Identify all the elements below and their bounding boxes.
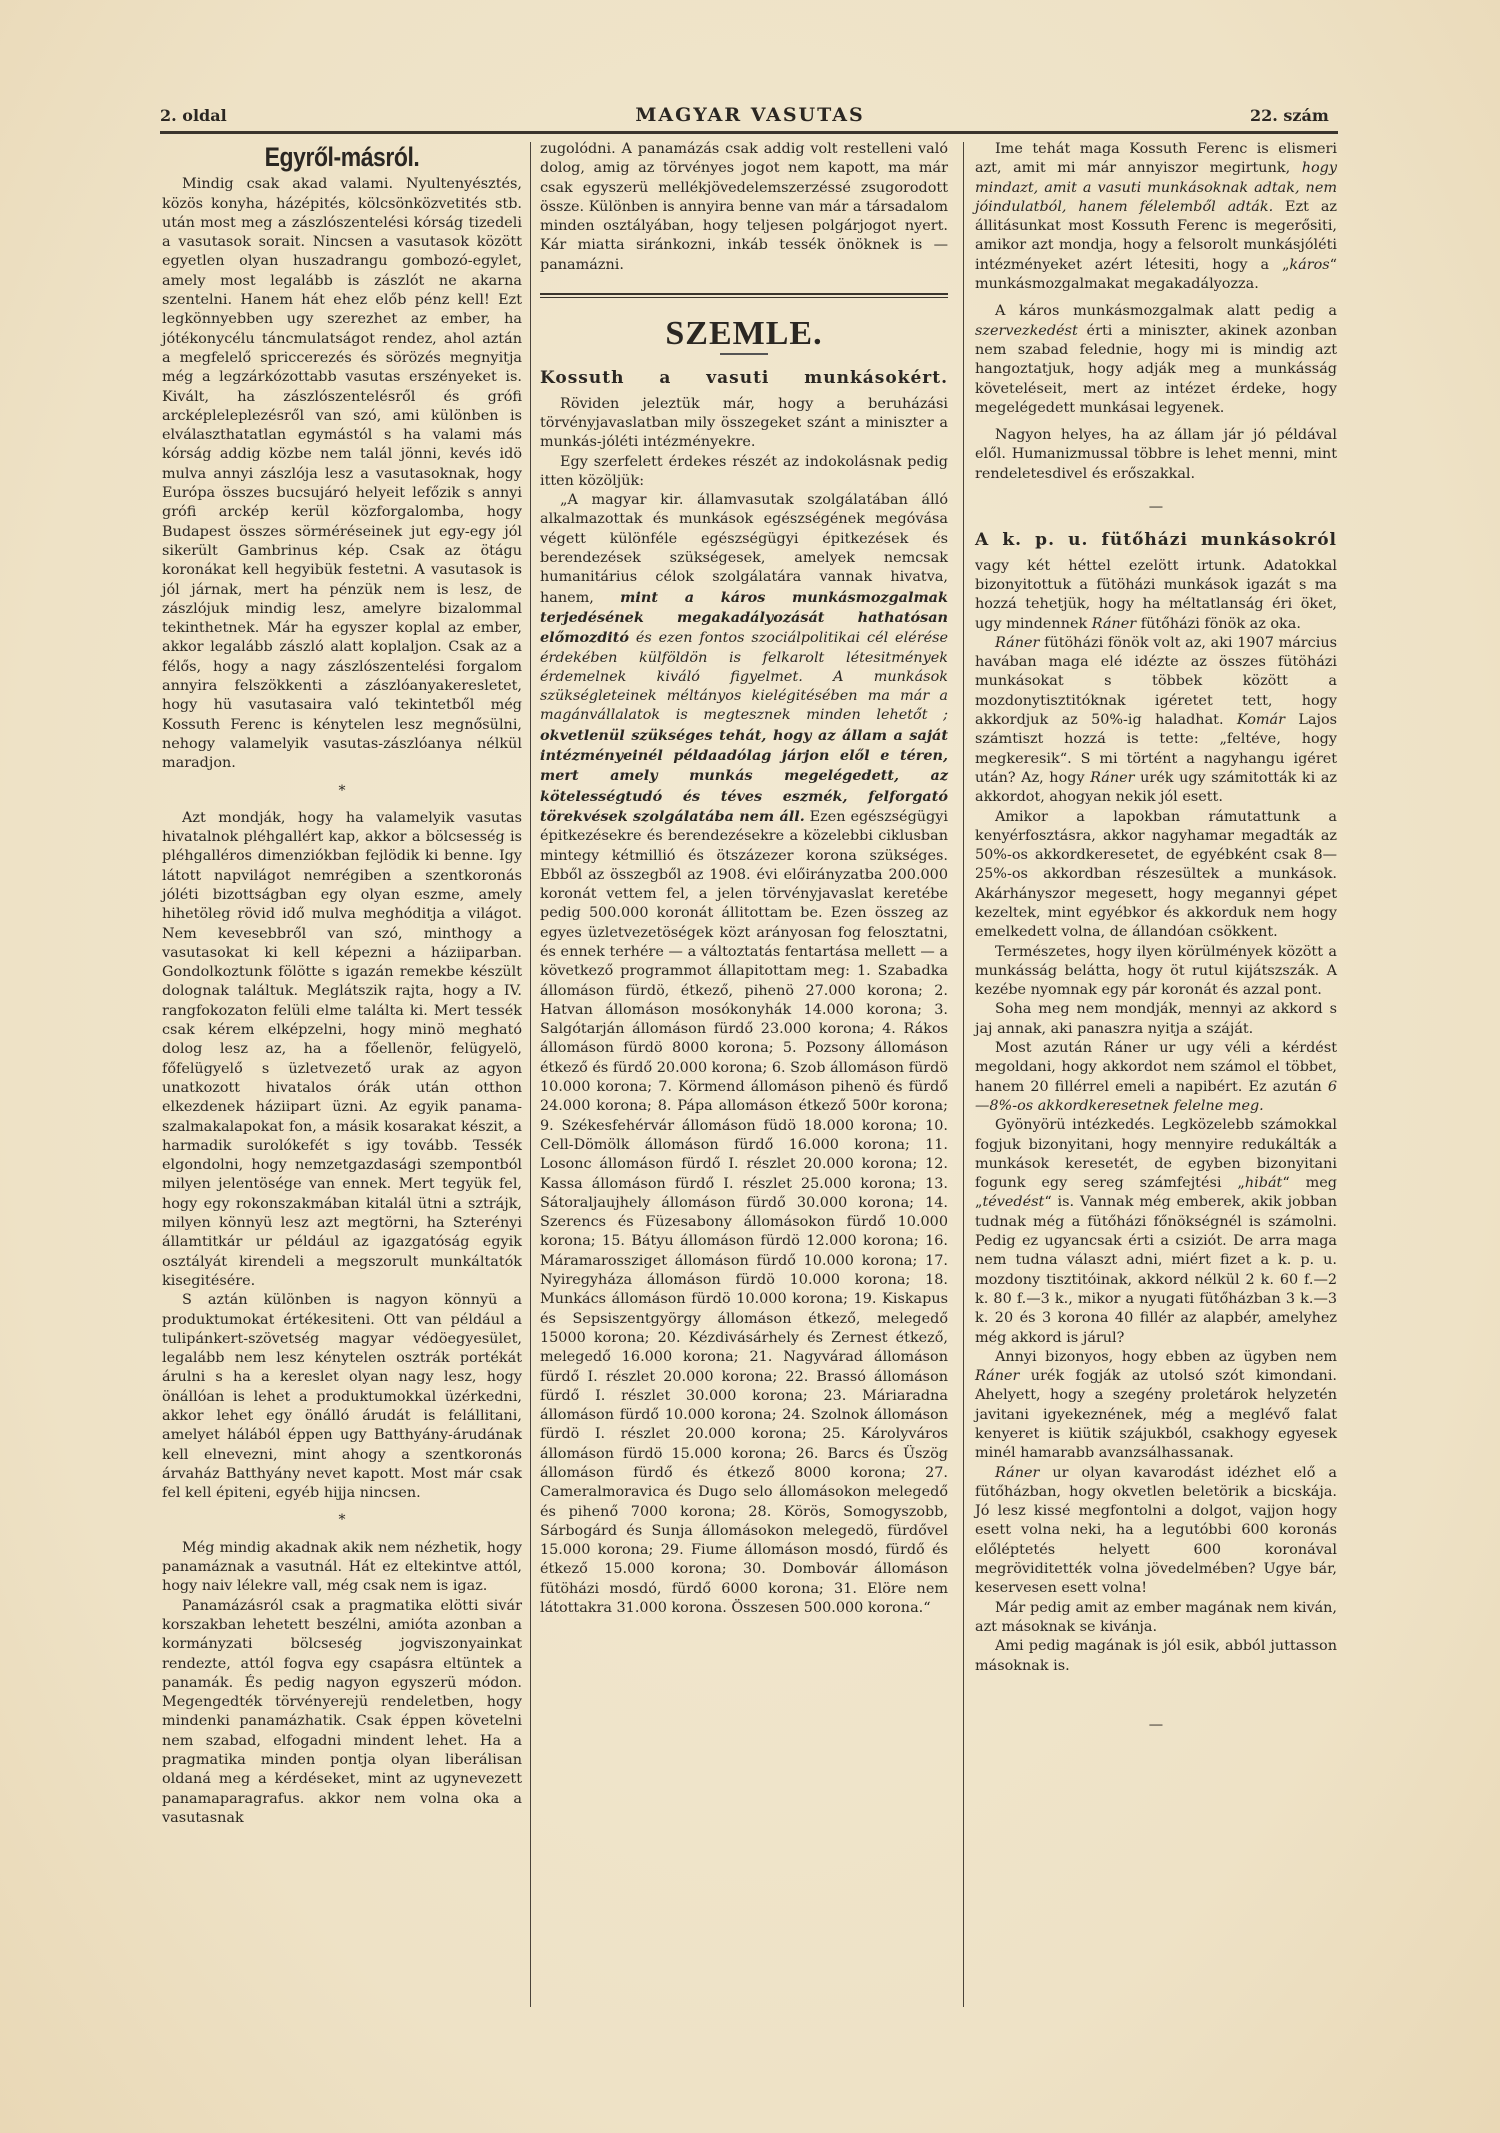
section-asterisk: * [338, 782, 346, 799]
paragraph [975, 1039, 1337, 1116]
header-rule [160, 131, 1338, 134]
column-1 [162, 140, 522, 1828]
paragraph: Azt mondják, hogy ha valamelyik vasutas hivatalnok pléhgallért kap, akkor a bölcsesség is pléhgalléros dimenziókban fejlödik ki benne. Igy látott napvilágot nemrégiben a szentkoronás jóléti bizottságban egy olyan eszme, amely hihetöleg rövid idő mulva meghóditja a világot. Nem kevesebbről van szó, minthogy a vasutasokat ki kell képezni a háziiparban. Gondolkoztunk fölötte s igazán remekbe készült dolognak találtuk. Meglátszik rajta, hogy a IV. rangfokozaton felüli elme találta ki. Mert tessék csak kérem elképzelni, hogy minö megható dolog lesz az, ha a főellenör, felügyelö, főfelügyelő s üzletvezető urak az agyon unatkozott hivatalos órák után otthon elkezdenek háziipart üzni. Az egyik panama-szalmakalapokat fon, a másik kosarakat készit, a harmadik surolókefét s igy tovább. Tessék elgondolni, hogy nemzetgazdasági szempontból milyen jelentösége van ennek. Mert tegyük fel, hogy egy rokonszakmában kitalál ütni a sztrájk, milyen könnyü lesz azt megtörni, ha Szterényi államtitkár ur például az igazgatóság egyik osztályát kirendeli a megszorult munkáltatók kisegitésére. [162, 809, 522, 1289]
paragraph: Még mindig akadnak akik nem nézhetik, hogy panamáznak a vasutnál. Hát ez eltekintve attól, hogy naiv lélekre vall, még csak nem is igaz. [162, 1539, 522, 1595]
section-title: SZEMLE. [665, 315, 823, 353]
text-segment: fütöházi fönök volt az, aki 1907 március havában maga elé idézte az összes fütöházi munkásokat s többek között a mozdonytisztitóknak igéretet tett, hogy akkordjuk az 50%-ig haladhat. [975, 634, 1337, 729]
paragraph [975, 1637, 1337, 1676]
paragraph [975, 302, 1337, 418]
text-segment: A káros munkásmozgalmak alatt pedig a [995, 303, 1337, 320]
text-segment: Már pedig amit az ember magának nem kiván, azt másoknak se kivánja. [975, 1599, 1337, 1635]
paragraph [975, 426, 1337, 484]
emphasized-text: mint a káros munkásmozgalmak terjedésének megakadályozását hathatósan előmozditó [540, 588, 948, 647]
column-3 [975, 140, 1337, 1749]
page-number: 2. oldal [160, 106, 227, 125]
text-segment: “ is. Vannak még emberek, akik jobban tudnak még a fütőházi főnökségnél is számolni. Pedig ez ugyancsak érti a csiziót. De arra maga nem tudna választ adni, miért fizet a k. p. u. mozdony tisztitóinak, akkord nélkül 2 k. 60 f.—2 k. 80 f.—3 k., mikor a nyugati fütőházban 3 k.—3 k. 20 és 3 korona 40 fillér az alapbér, amelyhez még akkord is járul? [975, 1194, 1337, 1346]
paragraph [975, 1116, 1337, 1348]
text-segment: Annyi bizonyos, hogy ebben az ügyben nem [995, 1348, 1337, 1365]
emphasized-text: hogy mindazt, amit a vasuti munkásoknak adtak, nem jóindulatból, hanem félelemből adták. [975, 160, 1337, 215]
paragraph [975, 808, 1337, 943]
paragraph: S aztán különben is nagyon könnyü a produktumokat értékesiteni. Ott van például a tulipánkert-szövetség magyar védöegyesület, legalább nem lesz kénytelen osztrák portékát árulni s ha a kereslet olyan nagy lesz, hogy önállóan is lehet a produktumokkal üzérkedni, akkor lehet egy önálló árudát is felállitani, amelyet hálából éppen ugy Batthyány-árudának kell elnevezni, mint ahogy a szentkoronás árvaház Batthyány nevet kapott. Most már csak fel kell épiteni, egyéb hijja nincsen. [162, 1292, 522, 1502]
text-segment: Amikor a lapokban rámutattunk a kenyérfosztásra, akkor nagyhamar megadták az 50%-os akkordkeresetet, de egyébként csak 8—25%-os akkordban részesültek a munkások. Akárhányszor megesett, hogy megannyi gépet kezeltek, mint egyébkor és akkorduk nem hogy emelkedett volna, de állandóan csökkent. [975, 808, 1337, 941]
column-divider [530, 142, 531, 2007]
paragraph [975, 1599, 1337, 1638]
paragraph [975, 140, 1337, 294]
text-segment: “ meg „ [975, 1175, 1337, 1211]
text-segment: urék fogják az utolsó szót kimondani. Ahelyett, hogy a szegény proletárok helyzetén javitani igyekeznének, még a meglévő falat kenyeret is kiütik szájukból, csakhogy egyesek minél hamarabb avanzsálhassanak. [975, 1368, 1337, 1462]
paragraph: Mindig csak akad valami. Nyultenyésztés, közös konyha, házépités, kölcsönközvetités stb. után most meg a zászlószentelési kórság tizedeli a vasutasok sorait. Nincsen a vasutasok között egyetlen olyan huszadrangu gombozó-egylet, amely most legalább is zászlót ne akarna szentelni. Hanem hát ehez előb pénz kell! Ezt legkönnyebben ugy szerezhet az ember, ha jótékonycélu táncmulatságot rendez, ahol aztán a megfelelő spriccerezés és sörözés megnyitja még a legzárkózottabb vasutas erszényeket is. Kivált, ha zászlószentelésről és grófi arcképleleplezésről van szó, ami különben is elválaszthatatlan egymástól s ha valami más kórság addig közbe nem talál jönni, kevés idö mulva annyi zászlója lesz a vasutasoknak, hogy Európa összes bucsujáró helyeit lefőzik s annyi grófi arckép kerül közforgalomba, hogy Budapest összes sörméréseinek jut egy-egy jól sikerült Gambrinus kép. Csak az ötágu koronákat kell hegyibük festetni. A vasutasok is jól járnak, mert ha pénzük nem is lesz, de zászlójuk mindig lesz, amelyre bizalommal tekinthetnek. Már ha egyszer koplal az ember, akkor legalább zászló alatt koplaljon. Csak az a félős, hogy a nagy zászlószentelési forgalom annyira felszökkenti a zászlóanyakeresletet, hogy hü vasutasaira való tekintetből még Kossuth Ferenc is kénytelen lesz megnősülni, nehogy valamelyik vasutas-zászlóanya nélkül maradjon. [162, 176, 522, 772]
emphasized-text: Komár [1236, 712, 1285, 729]
text-segment: Ezen egészségügyi épitkezésekre és berendezésekre a közelebbi ciklusban mintegy kétmillió és ötszázezer korona szükséges. Ebből az összegből az 1908. évi előirányzatba 200.000 koronát vettem fel, a jelen törvényjavaslat keretébe pedig 500.000 koronát állitottam be. Ezen összeg az egyes üzletvezetöségek közt arányosan fog felosztatni, és ennek terhére — a változtatás fentartása mellett — a következő programmot állapitottam meg: 1. Szabadka állomáson fürdö, étkező, pihenö 27.000 korona; 2. Hatvan állomáson mosókonyhák 14.000 korona; 3. Salgótarján állomáson fürdő 23.000 korona; 4. Rákos állomáson fürdö 8000 korona; 5. Pozsony állomáson étkező és fürdő 20.000 korona; 6. Szob állomáson fürdö 10.000 korona; 7. Körmend állomáson pihenö és fürdő 24.000 korona; 8. Pápa allomáson étkező 500r korona; 9. Székesfehérvár állomáson füdö 18.000 korona; 10. Cell-Dömölk állomáson fürdő 16.000 korona; 11. Losonc állomáson fürdő I. részlet 20.000 korona; 12. Kassa állomáson fürdő I. részlet 25.000 korona; 13. Sátoraljaujhely állomáson fürdő 30.000 korona; 14. Szerencs és Füzesabony állomásokon fürdő 10.000 korona; 15. Bátyu állomáson fürdö 12.000 korona; 16. Máramarossziget állomáson fürdő 10.000 korona; 17. Nyiregyháza állomáson fürdö 10.000 korona; 18. Munkács állomáson fürdö 10.000 korona; 19. Kiskapus és Sepsiszentgyörgy állomáson étkező, melegedő 15000 korona; 20. Kézdivásárhely és Zernest étkező, melegedő 16.000 korona; 21. Nagyvárad állomáson fürdő I. részlet 20.000 korona; 22. Brassó állomáson fürdő I. részlet 30.000 korona; 23. Máriaradna állomáson fürdő 10.000 korona; 24. Szolnok állomáson fürdö I. részlet 20.000 korona; 25. Károlyváros állomáson fürdö 15.000 korona; 26. Barcs és Üszög állomáson fürdő és étkező 8000 korona; 27. Cameralmoravica és Dugo selo állomásokon melegedő és pihenő 7000 korona; 28. Körös, Somogyszobb, Sárbogárd és Sunja állomásokon melegedö, fürdővel 15.000 korona; 29. Fiume állomáson mosdó, fürdő és étkező 15.000 korona; 30. Dombovár állomáson fütöházi mosdó, fürdő 6000 korona; 31. Elöre nem látottakra 31.000 korona. Összesen 500.000 korona.“ [540, 808, 948, 1617]
short-rule [720, 353, 768, 355]
emphasized-text: 6—8%-os akkordkeresetnek felelne meg. [975, 1078, 1337, 1114]
emphasized-text: szervezkedést [975, 322, 1078, 339]
emphasized-text: hibát [1244, 1175, 1283, 1192]
paragraph [975, 557, 1337, 634]
text-segment: Soha meg nem mondják, mennyi az akkord s jaj annak, aki panaszra nyitja a száját. [975, 1001, 1337, 1037]
text-segment: vagy két héttel ezelött irtunk. Adatokkal bizonyitottuk a fütöházi munkások igazát s ma hozzá tehetjük, hogy ha méltatlanság éri öket, ugy mindennek [975, 557, 1337, 632]
emphasized-text: Ráner [1091, 615, 1137, 632]
separator-dash: — [1148, 499, 1164, 516]
text-segment: Ime tehát maga Kossuth Ferenc is elismeri azt, amit mi már annyiszor megirtunk, [975, 141, 1337, 177]
masthead: MAGYAR VASUTAS [635, 104, 865, 126]
column-2 [540, 140, 948, 1618]
emphasized-text: káros [1289, 256, 1330, 273]
text-segment: Lajos számtiszt hozzá is tette: „feltéve, hogy megkeresik“. S mi történt a nagyhangu igéret után? Az, hogy [975, 712, 1337, 786]
emphasized-text: okvetlenül szükséges tehát, hogy az állam a saját intézményeinél példaadólag járjon elől e téren, mert amely munkás megelégedett, az kötelességtudó és téves eszmék, felforgató törekvések szolgálatába nem áll. [540, 726, 948, 825]
separator-dash: — [1148, 1716, 1164, 1733]
text-segment: Gyönyörü intézkedés. Legközelebb számokkal fogjuk bizonyitani, hogy mennyire redukálták a munkások keresetét, de egyben bizonyitani fogunk egy sereg számfejtési „ [975, 1117, 1337, 1192]
paragraph-continued: zugolódni. A panamázás csak addig volt restelleni való dolog, amig az törvényes jogot nem kapott, ma már csak egyszerü mellékjövedelemszerzéssé zsugorodott össze. Különben is annyira benne van már a társadalom minden osztályában, hogy teljesen polgárjogot nyert. Kár miatta siránkozni, inkáb tessék önöknek is — panamázni. [540, 141, 948, 273]
paragraph: Egy szerfelett érdekes részét az indokolásnak pedig itten közöljük: [540, 453, 948, 489]
quoted-paragraph [540, 491, 948, 1618]
text-segment: fütőházi fönök az oka. [1136, 615, 1301, 632]
text-segment: Most azután Ráner ur ugy véli a kérdést megoldani, hogy akkordot nem számol el többet, hanem 20 fillérrel emeli a napibért. Ez azután [975, 1040, 1337, 1095]
text-segment: ur olyan kavarodást idézhet elő a fütőházban, hogy okvetlen beletörik a bicskája. Jó lesz kissé megfontolni a dolgot, vajjon hogy esett volna neki, ha a legutóbbi 600 koronás előléptetés helyett 600 koronával megröviditették volna jövedelmében? Ugye bár, keservesen esett volna! [975, 1464, 1337, 1597]
double-rule [540, 293, 948, 298]
emphasized-text: tévedést [982, 1194, 1045, 1211]
paragraph [975, 1000, 1337, 1039]
text-segment: “ munkásmozgalmakat megakadályozza. [975, 256, 1337, 293]
section-asterisk: * [338, 1512, 346, 1529]
paragraph: Panamázásról csak a pragmatika elötti sivár korszakban lehetett beszélni, amióta azonban a kormányzati bölcseség jogviszonyainkat rendezte, attól fogva egy csapásra eltüntek a panamák. És pedig nagyon egyszerü módon. Megengedték törvényerejü rendeletben, hogy mindenki panamázhatik. Csak éppen követelni nem szabad, elfogadni mindent lehet. Ha a pragmatika minden pontja olyan liberálisan oldaná meg a kérdéseket, mint az ugynevezett panamaparagrafus. akkor nem volna oka a vasutasnak [162, 1597, 522, 1826]
paragraph: Röviden jeleztük már, hogy a beruházási törvényjavaslatban mily összegeket szánt a miniszter a munkás-jóléti intézményekre. [540, 395, 948, 451]
emphasized-text: Ráner [995, 1464, 1040, 1481]
article-headline: Kossuth a vasuti munkásokért. [540, 368, 948, 389]
article-headline: A k. p. u. fütőházi munkásokról [975, 530, 1337, 551]
text-segment: Ami pedig magának is jól esik, abból juttasson másoknak is. [975, 1638, 1337, 1674]
emphasized-text: Ráner [1090, 769, 1135, 786]
column-divider [963, 142, 964, 2007]
text-segment: Természetes, hogy ilyen körülmények között a munkásság belátta, hogy öt rutul kijátszszák. A kezébe nyomnak egy pár koronát és azzal pont. [975, 943, 1337, 999]
text-segment: Ezt az állitásunkat most Kossuth Ferenc is megerősiti, amikor azt mondja, hogy a felsorolt munkásjóléti intézményeket azért létesiti, hogy a „ [975, 198, 1337, 273]
article-title: Egyről-másról. [264, 142, 420, 172]
paragraph [975, 1464, 1337, 1599]
text-segment: urék ugy számitották ki az akkordot, ahogyan nekik jól esett. [975, 769, 1337, 806]
paragraph [975, 634, 1337, 808]
text-segment: „A magyar kir. államvasutak szolgálatában álló alkalmazottak és munkások egészségének megóvása végett különféle egészségügyi épitkezések és berendezések szükségesek, amelyek nemcsak humanitárius célok szolgálatára vannak hivatva, hanem, [540, 492, 948, 606]
text-segment: érti a miniszter, akinek azonban nem szabad felednie, hogy mi is mindig azt hangoztatjuk, hogy adják meg a munkásság követeléseit, mert az intézet érdeke, hogy megelégedett munkásai legyenek. [975, 322, 1337, 416]
emphasized-text: Ráner [975, 1368, 1020, 1385]
emphasized-text: Ráner [995, 634, 1040, 651]
issue-number: 22. szám [1250, 106, 1329, 125]
paragraph [975, 943, 1337, 1001]
emphasized-text: és ezen fontos szociálpolitikai cél elérése érdekében külföldön is felkarolt létesitmények érdemelnek kiváló figyelmet. A munkások szükségleteinek méltányos kielégitésében ma már a magánvállalatok is megtesznek minden lehetőt ; [540, 630, 948, 724]
text-segment: Nagyon helyes, ha az állam jár jó példával elől. Humanizmussal többre is lehet menni, mint rendeletesdivel és erőszakkal. [975, 427, 1337, 482]
paragraph [975, 1348, 1337, 1464]
